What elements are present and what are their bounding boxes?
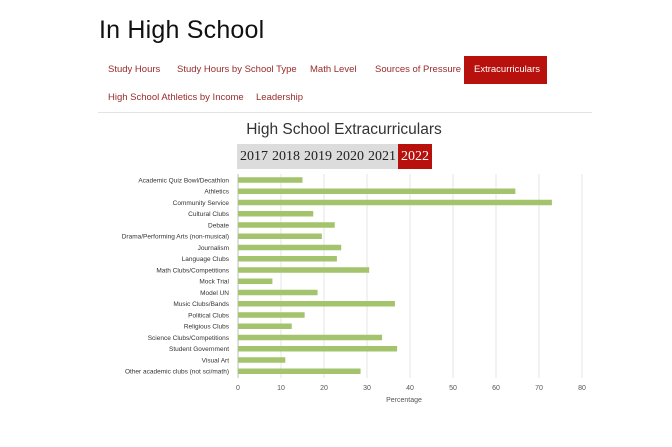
x-tick-label: 70 bbox=[535, 385, 543, 392]
category-label: Academic Quiz Bowl/Decathlon bbox=[138, 177, 229, 185]
bar-other-academic-clubs-not-sci-math[interactable] bbox=[238, 369, 361, 375]
bar-science-clubs-competitions[interactable] bbox=[238, 335, 382, 341]
x-tick-label: 40 bbox=[406, 385, 414, 392]
year-button-2021[interactable]: 2021 bbox=[366, 144, 398, 169]
category-label: Music Clubs/Bands bbox=[173, 301, 229, 309]
category-label: Athletics bbox=[204, 188, 229, 196]
bar-music-clubs-bands[interactable] bbox=[238, 301, 395, 307]
bar-student-government[interactable] bbox=[238, 346, 397, 352]
category-label: Drama/Performing Arts (non-musical) bbox=[121, 233, 229, 241]
bar-athletics[interactable] bbox=[238, 189, 515, 195]
category-label: Math Clubs/Competitions bbox=[156, 267, 229, 275]
category-label: Journalism bbox=[197, 244, 229, 252]
x-tick-label: 0 bbox=[236, 385, 240, 392]
category-label: Community Service bbox=[172, 199, 229, 207]
tab-math-level[interactable]: Math Level bbox=[310, 64, 357, 75]
bar-mock-trial[interactable] bbox=[238, 279, 272, 285]
category-label: Religious Clubs bbox=[183, 323, 229, 331]
chart-x-ticks bbox=[236, 385, 586, 392]
tab-study-hours-by-school-type[interactable]: Study Hours by School Type bbox=[177, 64, 297, 75]
category-label: Student Government bbox=[169, 346, 229, 354]
x-tick-label: 50 bbox=[449, 385, 457, 392]
bar-visual-art[interactable] bbox=[238, 357, 285, 363]
bar-language-clubs[interactable] bbox=[238, 256, 337, 262]
category-label: Model UN bbox=[200, 289, 229, 297]
x-tick-label: 20 bbox=[320, 385, 328, 392]
x-tick-label: 30 bbox=[363, 385, 371, 392]
bar-religious-clubs[interactable] bbox=[238, 324, 292, 330]
category-label: Debate bbox=[208, 222, 229, 230]
tab-leadership[interactable]: Leadership bbox=[256, 92, 304, 103]
x-tick-label: 10 bbox=[277, 385, 285, 392]
chart-bars bbox=[238, 177, 552, 374]
year-button-2020[interactable]: 2020 bbox=[334, 144, 366, 169]
x-tick-label: 60 bbox=[492, 385, 500, 392]
year-button-2019[interactable]: 2019 bbox=[302, 144, 334, 169]
category-label: Science Clubs/Competitions bbox=[147, 334, 229, 342]
bar-journalism[interactable] bbox=[238, 245, 341, 251]
tab-study-hours[interactable]: Study Hours bbox=[108, 64, 161, 75]
category-label: Political Clubs bbox=[188, 312, 229, 320]
bar-math-clubs-competitions[interactable] bbox=[238, 267, 369, 273]
tab-high-school-athletics-by-income[interactable]: High School Athletics by Income bbox=[108, 92, 244, 103]
bar-debate[interactable] bbox=[238, 222, 335, 228]
bar-community-service[interactable] bbox=[238, 200, 552, 206]
x-tick-label: 80 bbox=[578, 385, 586, 392]
page-title: In High School bbox=[99, 16, 265, 44]
bar-model-un[interactable] bbox=[238, 290, 318, 296]
year-button-2022[interactable]: 2022 bbox=[398, 144, 432, 169]
category-label: Cultural Clubs bbox=[188, 211, 229, 219]
chart-title: High School Extracurriculars bbox=[246, 121, 442, 138]
chart-category-labels bbox=[122, 177, 230, 375]
x-axis-title: Percentage bbox=[386, 397, 422, 404]
category-label: Language Clubs bbox=[181, 256, 229, 264]
category-label: Mock Trial bbox=[199, 278, 229, 286]
category-label: Visual Art bbox=[201, 357, 229, 365]
tab-extracurriculars[interactable]: Extracurriculars bbox=[464, 56, 547, 84]
bar-drama-performing-arts-non-musical[interactable] bbox=[238, 234, 322, 240]
tab-sources-of-pressure[interactable]: Sources of Pressure bbox=[375, 64, 462, 75]
bar-cultural-clubs[interactable] bbox=[238, 211, 313, 217]
category-label: Other academic clubs (not sci/math) bbox=[124, 368, 229, 376]
year-button-2018[interactable]: 2018 bbox=[270, 144, 302, 169]
year-button-2017[interactable]: 2017 bbox=[237, 144, 270, 169]
bar-political-clubs[interactable] bbox=[238, 312, 305, 318]
bar-academic-quiz-bowl-decathlon[interactable] bbox=[238, 177, 303, 183]
